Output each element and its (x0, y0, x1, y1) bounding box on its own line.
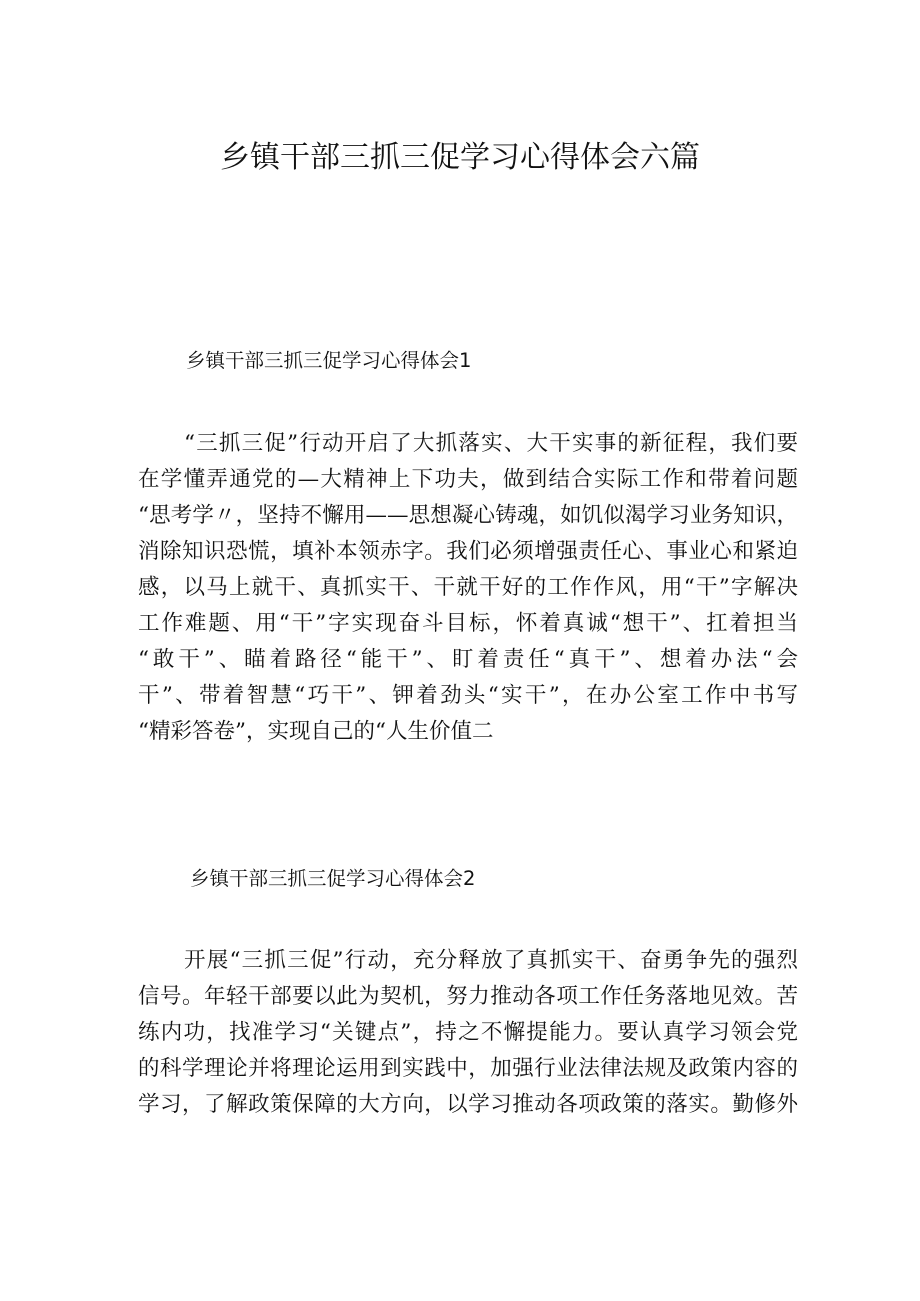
paragraph-line: 学习，了解政策保障的大方向，以学习推动各项政策的落实。勤修外 (138, 1092, 798, 1117)
paragraph-line: 开展“三抓三促”行动，充分释放了真抓实干、奋勇争先的强烈 (184, 948, 798, 973)
section-1-paragraph (138, 426, 798, 750)
paragraph-line: 感，以马上就干、真抓实干、干就干好的工作作风，用“干”字解决 (138, 575, 798, 600)
document-title: 乡镇干部三抓三促学习心得体会六篇 (220, 140, 700, 176)
paragraph-line: “思考学〃，坚持不懈用——思想凝心铸魂，如饥似渴学习业务知识， (138, 503, 798, 528)
paragraph-line: 的科学理论并将理论运用到实践中，加强行业法律法规及政策内容的 (138, 1056, 798, 1081)
paragraph-line: 消除知识恐慌，填补本领赤字。我们必须增强责任心、事业心和紧迫 (138, 539, 798, 564)
section-2-paragraph (138, 943, 798, 1123)
paragraph-line: 干”、带着智慧“巧干”、钾着劲头“实干”，在办公室工作中书写 (138, 683, 798, 708)
paragraph-line: 工作难题、用“干”字实现奋斗目标，怀着真诚“想干”、扛着担当 (138, 611, 798, 636)
paragraph-line: “敢干”、瞄着路径“能干”、盯着责任“真干”、想着办法“会 (138, 647, 798, 672)
section-heading-1: 乡镇干部三抓三促学习心得体会1 (186, 349, 472, 372)
paragraph-line: “精彩答卷”，实现自己的“人生价值二 (138, 719, 494, 744)
paragraph-line: “三抓三促”行动开启了大抓落实、大干实事的新征程，我们要 (184, 431, 798, 456)
paragraph-line: 信号。年轻干部要以此为契机，努力推动各项工作任务落地见效。苦 (138, 984, 798, 1009)
section-heading-2: 乡镇干部三抓三促学习心得体会2 (190, 867, 476, 890)
paragraph-line: 练内功，找准学习“关键点”，持之不懈提能力。要认真学习领会党 (138, 1020, 798, 1045)
paragraph-line: 在学懂弄通党的—大精神上下功夫，做到结合实际工作和带着问题 (138, 467, 798, 492)
